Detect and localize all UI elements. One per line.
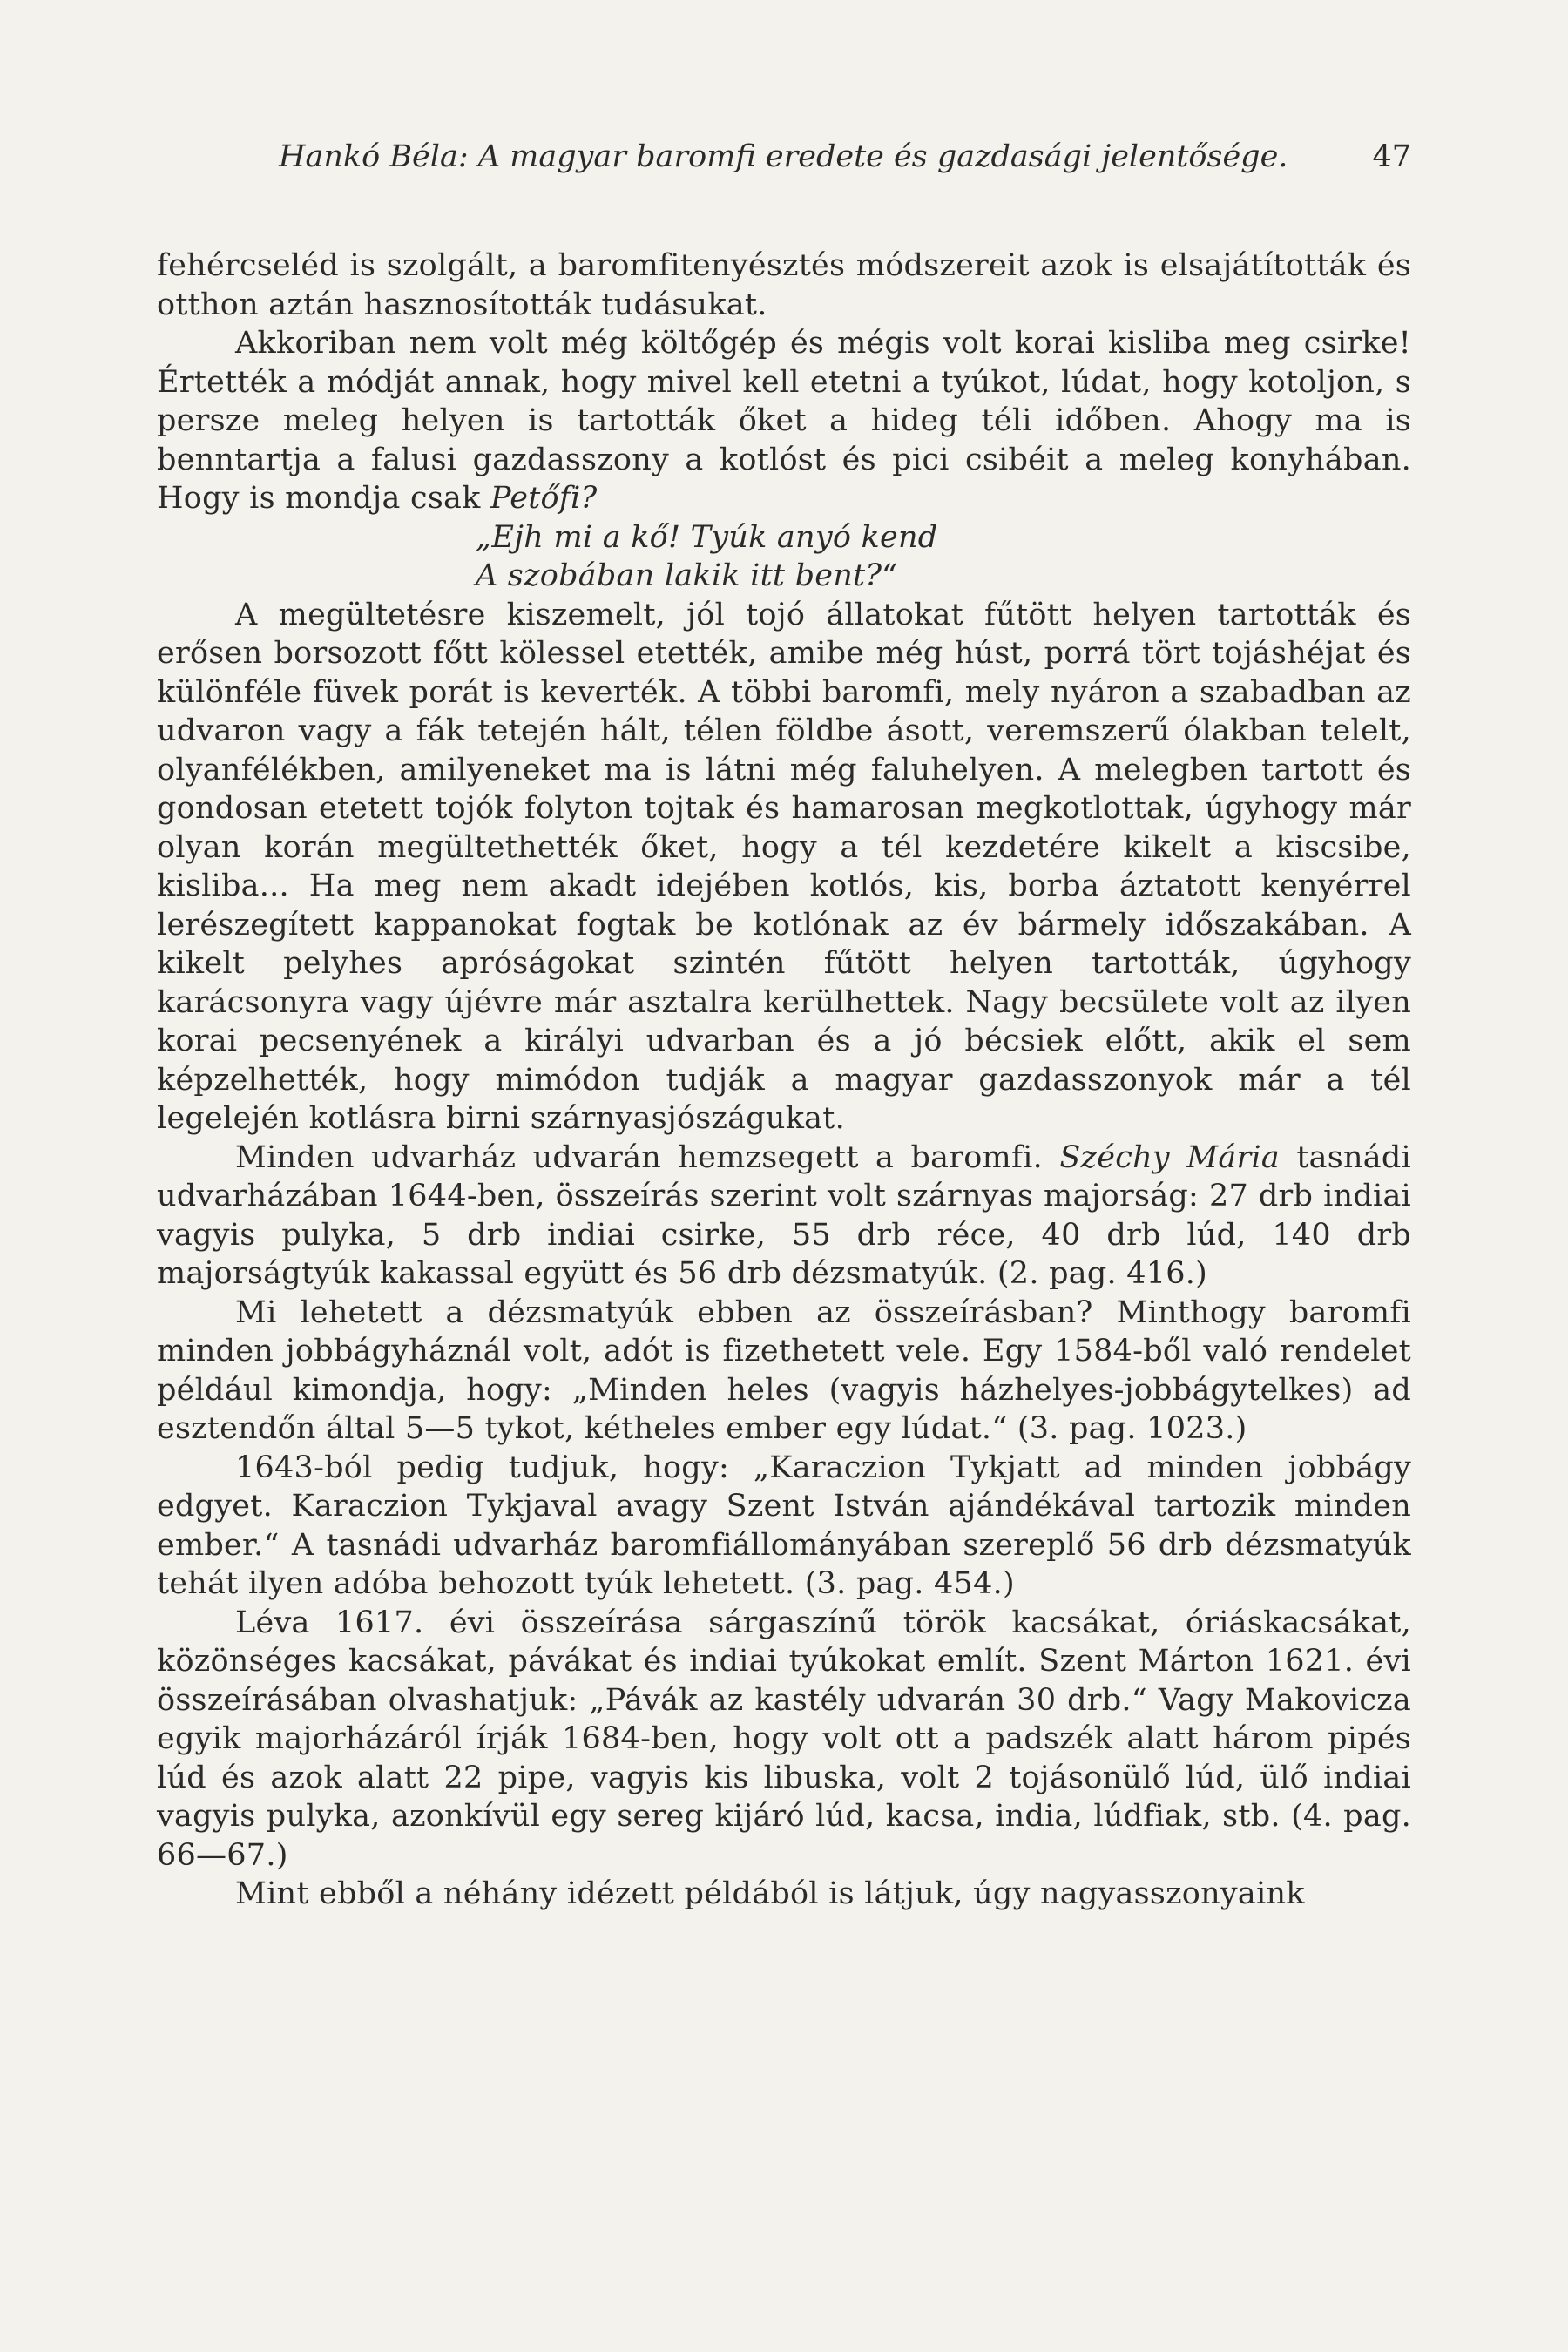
page-number: 47 bbox=[1372, 139, 1411, 174]
verse-line-1: „Ejh mi a kő! Tyúk anyó kend bbox=[476, 519, 938, 555]
paragraph-3: A megültetésre kiszemelt, jól tojó állatokat fűtött helyen tartották és erősen borsozott főtt kölessel etették, amibe még húst, porrá tört tojáshéjat és különféle füvek porát is keverték. A többi baromfi, mely nyáron a szabadban az udvaron vagy a fák tetején hált, télen földbe ásott, veremszerű ólakban telelt, olyanfélékben, amilyeneket ma is látni még faluhelyen. A melegben tartott és gondosan etetett tojók folyton tojtak és hamarosan megkotlottak, úgyhogy már olyan korán megültethették őket, hogy a tél kezdetére kikelt a kiscsibe, kisliba... Ha meg nem akadt idejében kotlós, kis, borba áztatott kenyérrel lerészegített kappanokat fogtak be kotlónak az év bármely időszakában. A kikelt pelyhes apróságokat szintén fűtött helyen tartották, úgyhogy karácsonyra vagy újévre már asztalra kerülhettek. Nagy becsülete volt az ilyen korai pecsenyének a királyi udvarban és a jó bécsiek előtt, akik el sem képzelhették, hogy mimódon tudják a magyar gazdasszonyok már a tél legelején kotlásra birni szárnyasjószágukat. bbox=[157, 597, 1411, 1136]
running-title: Hankó Béla: A magyar baromfi eredete és gazdasági jelentősége. bbox=[279, 139, 1288, 174]
paragraph-8: Mint ebből a néhány idézett példából is látjuk, úgy nagyasszonyaink bbox=[235, 1876, 1305, 1911]
person-name: Széchy Mária bbox=[1059, 1139, 1280, 1175]
paragraph-4-lead: Minden udvarház udvarán hemzsegett a baromfi. bbox=[235, 1139, 1044, 1175]
paragraph-2 bbox=[157, 324, 1411, 518]
poet-name: Petőfi? bbox=[490, 481, 598, 516]
paragraph-6: 1643-ból pedig tudjuk, hogy: „Karaczion Tykjatt ad minden jobbágy edgyet. Karaczion Tykjaval avagy Szent István ajándékával tartozik minden ember.“ A tasnádi udvarház baromfiállományában szereplő 56 drb dézsmatyúk tehát ilyen adóba behozott tyúk lehetett. (3. pag. 454.) bbox=[157, 1450, 1411, 1601]
running-header bbox=[157, 131, 1411, 183]
verse-quote bbox=[157, 518, 1411, 596]
paragraph-4 bbox=[157, 1139, 1411, 1294]
body-text bbox=[157, 247, 1411, 1914]
paragraph-7: Léva 1617. évi összeírása sárgaszínű török kacsákat, óriáskacsákat, közönséges kacsákat, pávákat és indiai tyúkokat említ. Szent Márton 1621. évi összeírásában olvashatjuk: „Pávák az kastély udvarán 30 drb.“ Vagy Makovicza egyik majorházáról írják 1684-ben, hogy volt ott a padszék alatt három pipés lúd és azok alatt 22 pipe, vagyis kis libuska, volt 2 tojásonülő lúd, ülő indiai vagyis pulyka, azonkívül egy sereg kijáró lúd, kacsa, india, lúdfiak, stb. (4. pag. 66—67.) bbox=[157, 1605, 1411, 1873]
paragraph-2-text: Akkoriban nem volt még költőgép és mégis volt korai kisliba meg csirke! Értették a módját annak, hogy mivel kell etetni a tyúkot, lúdat, hogy kotoljon, s persze meleg helyen is tartották őket a hideg téli időben. Ahogy ma is benntartja a falusi gazdasszony a kotlóst és pici csibéit a meleg konyhában. Hogy is mondja csak bbox=[157, 326, 1411, 516]
paragraph-1: fehércseléd is szolgált, a baromfitenyésztés módszereit azok is elsajátították és otthon aztán hasznosították tudásukat. bbox=[157, 248, 1411, 322]
paragraph-4-rest: tasnádi udvarházában 1644-ben, összeírás szerint volt szárnyas majorság: 27 drb indiai vagyis pulyka, 5 drb indiai csirke, 55 drb réce, 40 drb lúd, 140 drb majorságtyúk kakassal együtt és 56 drb dézsmatyúk. (2. pag. 416.) bbox=[157, 1139, 1411, 1291]
verse-line-2: A szobában lakik itt bent?“ bbox=[476, 558, 898, 593]
paragraph-5: Mi lehetett a dézsmatyúk ebben az összeírásban? Minthogy baromfi minden jobbágyháznál volt, adót is fizethetett vele. Egy 1584-ből való rendelet például kimondja, hogy: „Minden heles (vagyis házhelyes-jobbágytelkes) ad esztendőn által 5—5 tykot, kétheles ember egy lúdat.“ (3. pag. 1023.) bbox=[157, 1294, 1411, 1446]
